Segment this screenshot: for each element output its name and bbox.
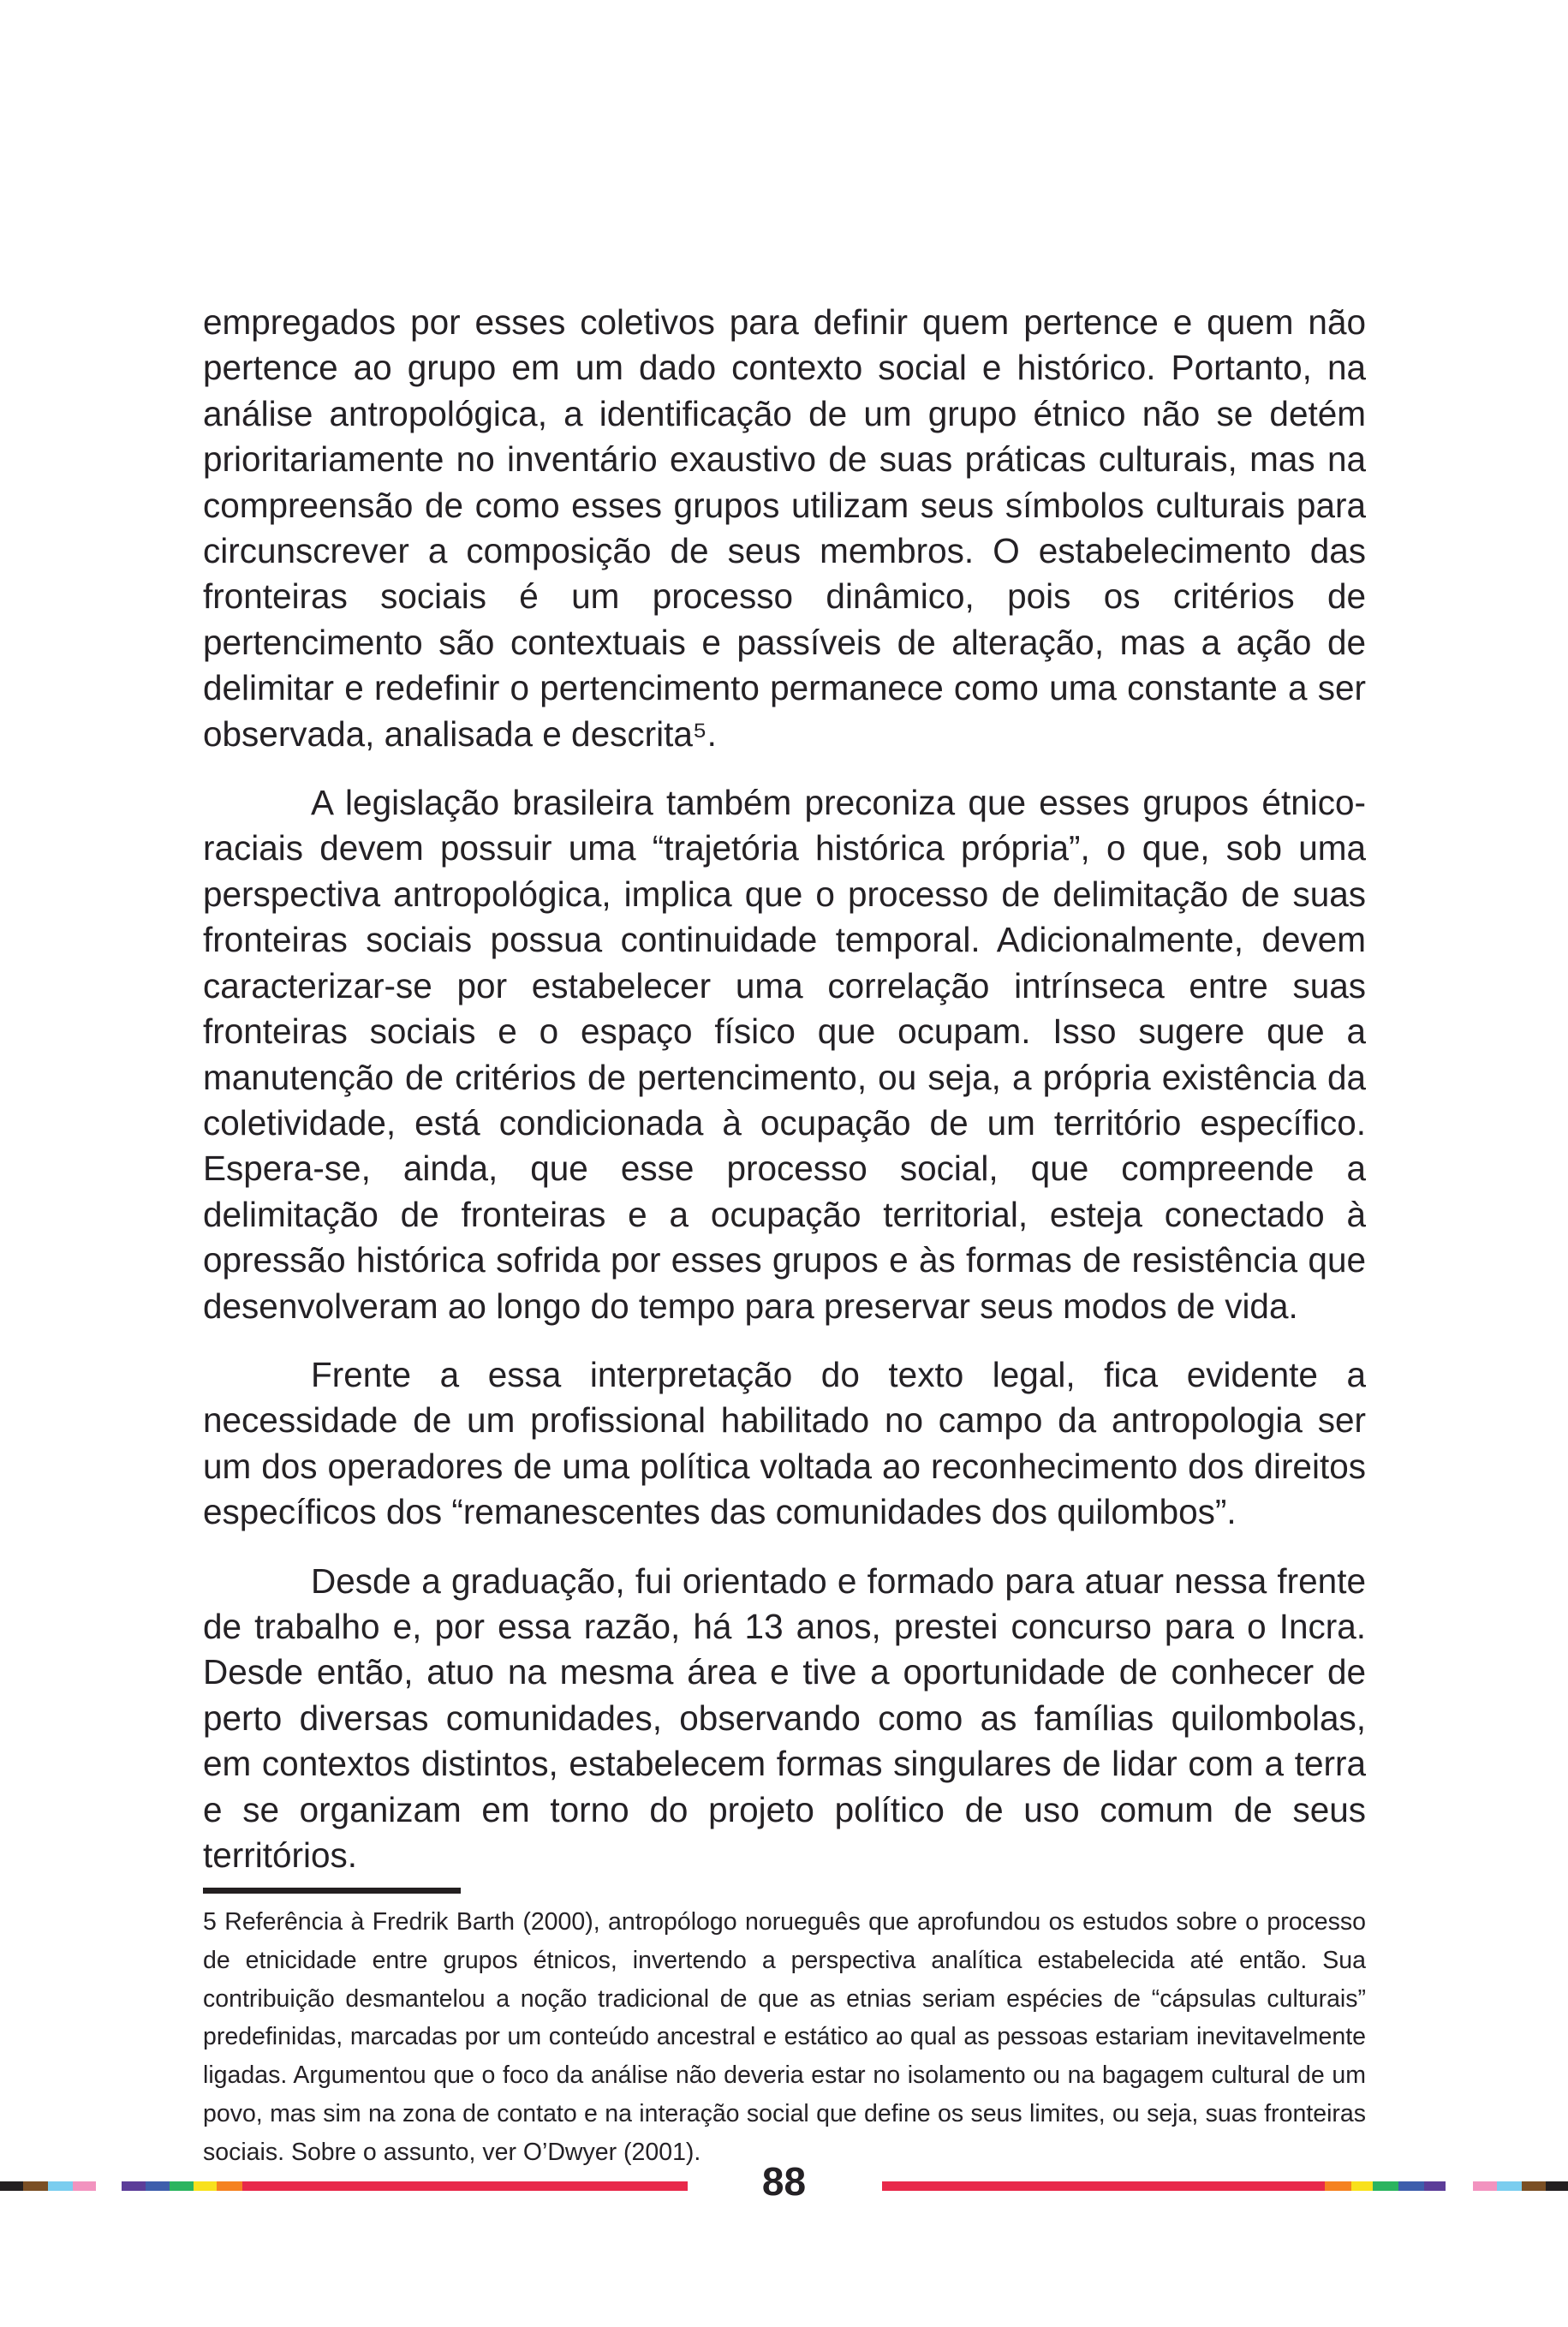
strip-gap [1446,2181,1473,2191]
strip-color-pink [73,2181,96,2191]
strip-color-black [0,2181,23,2191]
footnote-text: 5 Referência à Fredrik Barth (2000), antropólogo norueguês que aprofundou os estudos sobre o processo de etnicidade entre grupos étnicos, invertendo a perspectiva analítica estabelecida até então. Sua contribuição desmantelou a noção tradicional de que as etnias seriam espécies de “cápsulas culturais” predefinidas, marcadas por um conteúdo ancestral e estático ao qual as pessoas estariam inevitavelmente ligadas. Argumentou que o foco da análise não deveria estar no isolamento ou na bagagem cultural de um povo, mas sim na zona de contato e na interação social que define os seus limites, ou seja, suas fronteiras sociais. Sobre o assunto, ver O’Dwyer (2001). [203,1908,1366,2166]
strip-color-green [170,2181,194,2191]
strip-color-blue [146,2181,170,2191]
body-paragraph: empregados por esses coletivos para definir quem pertence e quem não pertence ao grupo em um dado contexto social e histórico. Portanto, na análise antropológica, a identificação de um grupo étnico não se detém prioritariamente no inventário exaustivo de suas práticas culturais, mas na compreensão de como esses grupos utilizam seus símbolos culturais para circunscrever a composição de seus membros. O estabelecimento das fronteiras sociais é um processo dinâmico, pois os critérios de pertencimento são contextuais e passíveis de alteração, mas a ação de delimitar e redefinir o pertencimento permanece como uma constante a ser observada, analisada e descrita⁵. [203,302,1366,754]
strip-color-orange [1325,2181,1351,2191]
strip-color-green [1373,2181,1398,2191]
strip-color-blue [1398,2181,1424,2191]
strip-color-black [1546,2181,1568,2191]
strip-color-red [242,2181,688,2191]
body-paragraph: A legislação brasileira também preconiza que esses grupos étnico-raciais devem possuir uma “trajetória histórica própria”, o que, sob uma perspectiva antropológica, implica que o processo de delimitação de suas fronteiras sociais possua continuidade temporal. Adicionalmente, devem caracterizar-se por estabelecer uma correlação intrínseca entre suas fronteiras sociais e o espaço físico que ocupam. Isso sugere que a manutenção de critérios de pertencimento, ou seja, a própria existência da coletividade, está condicionada à ocupação de um território específico. Espera-se, ainda, que esse processo social, que compreende a delimitação de fronteiras e a ocupação territorial, esteja conectado à opressão histórica sofrida por esses grupos e às formas de resistência que desenvolveram ao longo do tempo para preservar seus modos de vida. [203,783,1366,1326]
strip-color-purple [1424,2181,1446,2191]
strip-color-red [882,2181,1325,2191]
strip-color-yellow [194,2181,217,2191]
strip-color-brown [1522,2181,1546,2191]
strip-color-brown [23,2181,48,2191]
strip-gap [96,2181,122,2191]
footer-strip-left [0,2181,688,2191]
body-paragraph: Desde a graduação, fui orientado e formado para atuar nessa frente de trabalho e, por essa razão, há 13 anos, prestei concurso para o Incra. Desde então, atuo na mesma área e tive a oportunidade de conhecer de perto diversas comunidades, observando como as famílias quilombolas, em contextos distintos, estabelecem formas singulares de lidar com a terra e se organizam em torno do projeto político de uso comum de seus territórios. [203,1560,1366,1875]
body-text-block [203,300,1366,1901]
strip-color-light-blue [1497,2181,1522,2191]
footer-strip-right [882,2181,1568,2191]
strip-color-pink [1473,2181,1497,2191]
strip-color-light-blue [48,2181,73,2191]
strip-color-purple [122,2181,146,2191]
body-paragraph: Frente a essa interpretação do texto legal, fica evidente a necessidade de um profissional habilitado no campo da antropologia ser um dos operadores de uma política voltada ao reconhecimento dos direitos específicos dos “remanescentes das comunidades dos quilombos”. [203,1354,1366,1532]
strip-color-orange [217,2181,242,2191]
page-number: 88 [761,2159,807,2204]
strip-color-yellow [1351,2181,1373,2191]
footnote-separator [203,1888,461,1894]
